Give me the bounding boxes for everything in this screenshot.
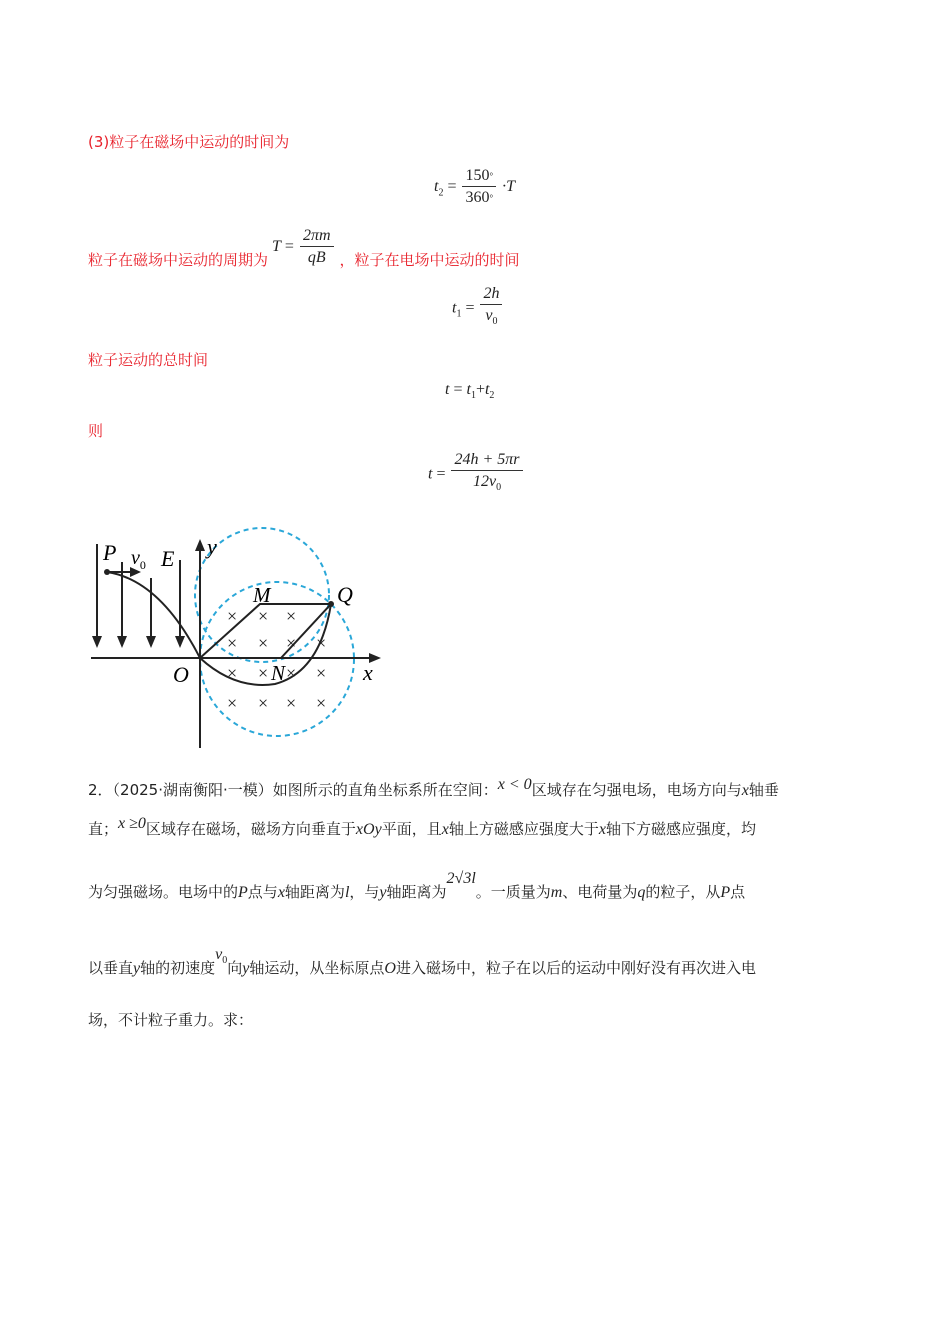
physics-figure xyxy=(85,522,395,752)
label-E: E xyxy=(161,546,175,571)
svg-text:×: × xyxy=(284,633,298,653)
svg-text:×: × xyxy=(225,663,239,683)
svg-text:×: × xyxy=(256,633,270,653)
svg-text:×: × xyxy=(284,663,298,683)
part3-heading: (3)粒子在磁场中运动的时间为 xyxy=(88,133,290,151)
problem2-line3: 为匀强磁场。电场中的P点与x轴距离为l，与y轴距离为2√3l。一质量为m、电荷量为q的粒子，从P点 xyxy=(88,870,746,901)
problem2-line4: 以垂直y轴的初速度$v_0$向y轴运动，从坐标原点O进入磁场中，粒子在以后的运动中刚好没有再次进入电 xyxy=(88,946,756,977)
label-Q: Q xyxy=(337,582,353,607)
label-x: x xyxy=(363,660,373,685)
equation-T: T = $\frac{2\pi m}{qB}$ xyxy=(268,238,340,255)
svg-text:×: × xyxy=(256,663,270,683)
svg-text:×: × xyxy=(225,633,239,653)
svg-text:×: × xyxy=(256,606,270,626)
equation-t2: $t_2$ = $\frac{150^\circ}{360^\circ}$ ·T xyxy=(434,167,515,206)
svg-text:×: × xyxy=(314,693,328,713)
period-line: 粒子在磁场中运动的周期为 T = $\frac{2\pi m}{qB}$ ，粒子在电场中运动的时间 xyxy=(88,227,520,270)
label-y: y xyxy=(207,534,217,559)
field-arrowheads xyxy=(92,636,185,648)
label-N: N xyxy=(271,661,286,685)
problem2-line5: 场，不计粒子重力。求： xyxy=(88,1011,254,1029)
total-time-text: 粒子运动的总时间 xyxy=(88,351,209,369)
svg-text:×: × xyxy=(284,606,298,626)
then-text: 则 xyxy=(88,422,104,440)
equation-final: t = $\frac{24h + 5\pi r}{12v_0}$ xyxy=(428,450,525,499)
svg-text:×: × xyxy=(314,663,328,683)
point-Q xyxy=(328,601,334,607)
problem2-line2: 直；x ≥0区域存在磁场，磁场方向垂直于xOy平面，且x轴上方磁感应强度大于x轴下方磁感应强度，均 xyxy=(88,815,756,838)
equation-t1: $t_1$ = $\frac{2h}{v_0}$ xyxy=(452,284,504,333)
svg-text:×: × xyxy=(314,633,328,653)
equation-t: $t = t_1+t_2$ xyxy=(445,381,495,402)
svg-text:×: × xyxy=(225,693,239,713)
label-v0: $v_0$ xyxy=(131,547,146,572)
svg-text:×: × xyxy=(256,693,270,713)
svg-text:×: × xyxy=(284,693,298,713)
label-P: P xyxy=(103,540,117,565)
label-M: M xyxy=(253,583,271,607)
problem2-line1: 2．（2025·湖南衡阳·一模）如图所示的直角坐标系所在空间：x < 0区域存在匀强电场，电场方向与x轴垂 xyxy=(88,776,779,799)
label-O: O xyxy=(173,662,189,687)
svg-text:×: × xyxy=(225,606,239,626)
y-axis-arrow xyxy=(195,539,205,551)
